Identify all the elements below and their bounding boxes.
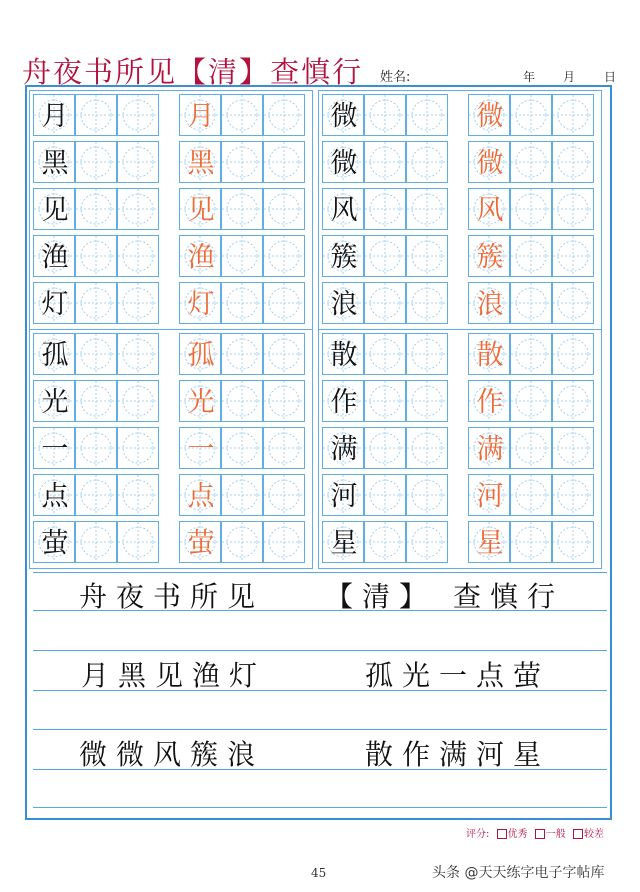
practice-cell[interactable] [179,333,221,375]
practice-cell[interactable] [322,521,364,563]
grid-guide-lines [264,95,304,135]
grid-guide-lines [553,142,593,182]
grid-guide-lines [118,381,158,421]
trace-character: 风 [476,194,504,226]
grid-guide-lines [222,334,262,374]
practice-cell[interactable] [510,474,552,516]
grid-guide-lines [264,522,304,562]
model-character: 渔 [41,241,69,273]
model-character: 浪 [330,288,358,320]
practice-quadrant [322,94,612,327]
grid-guide-lines [264,334,304,374]
grid-guide-lines [118,475,158,515]
practice-cell[interactable] [117,188,159,230]
grid-guide-lines [264,428,304,468]
practice-cell[interactable] [364,94,406,136]
header [0,0,640,92]
grid-guide-lines [407,428,447,468]
grid-guide-lines [76,522,116,562]
grid-guide-lines [365,428,405,468]
practice-cell[interactable] [221,94,263,136]
grid-guide-lines [553,381,593,421]
practice-cell[interactable] [364,188,406,230]
title-poem-name: 舟夜书所见 [22,55,178,89]
practice-cell[interactable] [322,188,364,230]
trace-character: 萤 [187,527,215,559]
grid-guide-lines [407,475,447,515]
grid-guide-lines [222,142,262,182]
practice-cell[interactable] [179,474,221,516]
poem-copy-area [33,572,607,808]
practice-cell[interactable] [221,427,263,469]
practice-cell[interactable] [468,333,510,375]
practice-cell[interactable] [263,380,305,422]
practice-cell[interactable] [263,282,305,324]
grid-guide-lines [553,283,593,323]
grid-guide-lines [222,381,262,421]
grid-guide-lines [365,189,405,229]
practice-cell[interactable] [322,427,364,469]
practice-cell[interactable] [117,380,159,422]
model-character: 河 [330,480,358,512]
practice-cell[interactable] [364,235,406,277]
practice-cell[interactable] [75,521,117,563]
grid-guide-lines [553,428,593,468]
practice-quadrant [33,94,323,327]
checkbox-average[interactable] [535,829,545,839]
grid-guide-lines [76,95,116,135]
poem-line-4: 散作满河星 [365,738,551,771]
practice-cell[interactable] [552,380,594,422]
practice-cell[interactable] [221,282,263,324]
practice-cell[interactable] [75,141,117,183]
practice-cell[interactable] [75,235,117,277]
grid-guide-lines [511,475,551,515]
grid-guide-lines [76,283,116,323]
model-character: 风 [330,194,358,226]
practice-cell[interactable] [179,141,221,183]
practice-cell[interactable] [322,380,364,422]
model-character: 簇 [330,241,358,273]
trace-character: 满 [476,433,504,465]
trace-character: 浪 [476,288,504,320]
page-number: 45 [311,866,327,880]
grid-guide-lines [118,334,158,374]
practice-cell[interactable] [75,188,117,230]
practice-cell[interactable] [33,380,75,422]
practice-cell[interactable] [552,521,594,563]
grid-guide-lines [407,142,447,182]
grid-guide-lines [118,428,158,468]
practice-cell[interactable] [179,427,221,469]
title-bracket-close: 】 [239,55,271,89]
trace-character: 黑 [187,147,215,179]
practice-cell[interactable] [221,188,263,230]
practice-cell[interactable] [552,474,594,516]
practice-quadrant [322,333,612,566]
trace-character: 作 [476,386,504,418]
practice-cell[interactable] [221,380,263,422]
grid-guide-lines [511,95,551,135]
year-label: 年 [523,70,536,84]
practice-cell[interactable] [263,235,305,277]
grid-guide-lines [222,428,262,468]
practice-cell[interactable] [510,333,552,375]
score-label: 评分: [466,829,490,840]
trace-character: 散 [476,339,504,371]
practice-cell[interactable] [179,94,221,136]
score-option-excellent: 优秀 [507,829,528,840]
practice-cell[interactable] [117,427,159,469]
practice-cell[interactable] [364,282,406,324]
grid-guide-lines [76,428,116,468]
practice-cell[interactable] [510,380,552,422]
practice-cell[interactable] [117,94,159,136]
practice-cell[interactable] [33,235,75,277]
practice-cell[interactable] [468,521,510,563]
practice-cell[interactable] [510,141,552,183]
model-character: 黑 [41,147,69,179]
model-character: 散 [330,339,358,371]
grid-guide-lines [511,236,551,276]
practice-cell[interactable] [117,333,159,375]
practice-cell[interactable] [364,333,406,375]
practice-cell[interactable] [33,333,75,375]
practice-cell[interactable] [179,380,221,422]
practice-cell[interactable] [75,427,117,469]
practice-cell[interactable] [322,474,364,516]
grid-guide-lines [553,522,593,562]
practice-cell[interactable] [33,427,75,469]
practice-cell[interactable] [221,141,263,183]
grid-guide-lines [511,189,551,229]
grid-guide-lines [365,142,405,182]
grid-guide-lines [264,189,304,229]
grid-guide-lines [407,334,447,374]
grid-guide-lines [511,334,551,374]
grid-guide-lines [511,522,551,562]
practice-cell[interactable] [263,188,305,230]
practice-cell[interactable] [117,141,159,183]
grid-guide-lines [264,142,304,182]
practice-cell[interactable] [179,521,221,563]
model-character: 微 [330,100,358,132]
model-character: 一 [41,433,69,465]
model-character: 月 [41,100,69,132]
trace-character: 星 [476,527,504,559]
practice-cell[interactable] [406,380,448,422]
practice-cell[interactable] [552,333,594,375]
practice-cell[interactable] [75,282,117,324]
grid-guide-lines [118,95,158,135]
grid-guide-lines [553,475,593,515]
practice-cell[interactable] [468,427,510,469]
practice-cell[interactable] [263,333,305,375]
grid-guide-lines [407,189,447,229]
practice-cell[interactable] [322,141,364,183]
poem-line-1: 月黑见渔灯 [81,659,267,692]
grid-guide-lines [76,475,116,515]
practice-cell[interactable] [364,521,406,563]
grid-guide-lines [264,475,304,515]
practice-cell[interactable] [552,282,594,324]
trace-character: 点 [187,480,215,512]
grid-guide-lines [511,283,551,323]
practice-cell[interactable] [263,474,305,516]
grid-guide-lines [222,475,262,515]
grid-guide-lines [407,381,447,421]
practice-cell[interactable] [468,94,510,136]
practice-cell[interactable] [406,333,448,375]
practice-cell[interactable] [33,141,75,183]
practice-cell[interactable] [468,474,510,516]
practice-cell[interactable] [510,427,552,469]
trace-character: 见 [187,194,215,226]
model-character: 作 [330,386,358,418]
practice-quadrant [33,333,323,566]
grid-guide-lines [365,334,405,374]
grid-guide-lines [365,95,405,135]
checkbox-poor[interactable] [573,829,583,839]
grid-guide-lines [553,189,593,229]
practice-cell[interactable] [364,427,406,469]
practice-cell[interactable] [33,282,75,324]
model-character: 萤 [41,527,69,559]
trace-character: 微 [476,147,504,179]
practice-cell[interactable] [406,188,448,230]
practice-cell[interactable] [322,94,364,136]
poem-dynasty-text: 【清】 [325,580,437,613]
model-character: 见 [41,194,69,226]
checkbox-excellent[interactable] [497,829,507,839]
practice-cell[interactable] [406,235,448,277]
score-section [466,825,604,840]
poem-title-text: 舟夜书所见 [79,580,265,613]
grid-guide-lines [407,95,447,135]
grid-guide-lines [118,283,158,323]
practice-cell[interactable] [510,282,552,324]
practice-cell[interactable] [75,474,117,516]
grid-guide-lines [407,236,447,276]
grid-guide-lines [76,381,116,421]
trace-character: 灯 [187,288,215,320]
name-field-label: 姓名: [380,70,411,85]
trace-character: 光 [187,386,215,418]
practice-cell[interactable] [406,282,448,324]
practice-cell[interactable] [552,94,594,136]
grid-guide-lines [553,334,593,374]
practice-cell[interactable] [221,235,263,277]
practice-cell[interactable] [468,188,510,230]
trace-character: 渔 [187,241,215,273]
practice-cell[interactable] [552,188,594,230]
watermark: 头条 @天天练字电子字帖库 [432,865,605,881]
practice-cell[interactable] [179,188,221,230]
practice-cell[interactable] [75,333,117,375]
grid-guide-lines [264,283,304,323]
practice-cell[interactable] [179,282,221,324]
model-character: 星 [330,527,358,559]
practice-cell[interactable] [117,282,159,324]
grid-guide-lines [511,428,551,468]
grid-guide-lines [264,236,304,276]
model-character: 微 [330,147,358,179]
title-dynasty: 清 [208,55,240,89]
trace-character: 河 [476,480,504,512]
practice-cell[interactable] [322,333,364,375]
grid-guide-lines [511,381,551,421]
model-character: 孤 [41,339,69,371]
poem-author-text: 查慎行 [453,580,565,613]
month-label: 月 [563,70,576,84]
grid-guide-lines [365,236,405,276]
practice-cell[interactable] [406,474,448,516]
practice-cell[interactable] [221,521,263,563]
grid-guide-lines [553,236,593,276]
model-character: 光 [41,386,69,418]
grid-guide-lines [222,236,262,276]
grid-guide-lines [76,142,116,182]
practice-cell[interactable] [406,94,448,136]
model-character: 灯 [41,288,69,320]
grid-guide-lines [222,189,262,229]
practice-cell[interactable] [179,235,221,277]
grid-guide-lines [365,522,405,562]
practice-cell[interactable] [468,380,510,422]
practice-cell[interactable] [364,380,406,422]
grid-guide-lines [264,381,304,421]
practice-cell[interactable] [221,333,263,375]
practice-cell[interactable] [406,141,448,183]
practice-cell[interactable] [117,521,159,563]
practice-cell[interactable] [468,235,510,277]
title-author: 查慎行 [270,55,364,89]
grid-guide-lines [76,236,116,276]
grid-guide-lines [365,381,405,421]
practice-cell[interactable] [263,94,305,136]
grid-guide-lines [76,334,116,374]
practice-cell[interactable] [33,521,75,563]
practice-cell[interactable] [364,141,406,183]
grid-guide-lines [553,95,593,135]
practice-cell[interactable] [510,235,552,277]
poem-line-3: 微微风簇浪 [79,738,265,771]
practice-cell[interactable] [510,94,552,136]
trace-character: 孤 [187,339,215,371]
practice-cell[interactable] [406,427,448,469]
grid-guide-lines [511,142,551,182]
trace-character: 月 [187,100,215,132]
practice-cell[interactable] [552,235,594,277]
title-bracket-open: 【 [177,55,209,89]
grid-guide-lines [118,189,158,229]
grid-guide-lines [407,522,447,562]
grid-guide-lines [365,283,405,323]
practice-cell[interactable] [510,521,552,563]
practice-cell[interactable] [263,521,305,563]
grid-guide-lines [118,142,158,182]
practice-cell[interactable] [364,474,406,516]
practice-cell[interactable] [75,380,117,422]
poem-line-2: 孤光一点萤 [365,659,551,692]
practice-cell[interactable] [263,141,305,183]
practice-cell[interactable] [221,474,263,516]
model-character: 点 [41,480,69,512]
practice-cell[interactable] [33,188,75,230]
grid-guide-lines [76,189,116,229]
practice-cell[interactable] [322,282,364,324]
grid-guide-lines [222,95,262,135]
practice-cell[interactable] [552,141,594,183]
practice-cell[interactable] [75,94,117,136]
practice-cell[interactable] [33,474,75,516]
grid-guide-lines [118,236,158,276]
trace-character: 微 [476,100,504,132]
model-character: 满 [330,433,358,465]
grid-guide-lines [222,283,262,323]
practice-cell[interactable] [263,427,305,469]
grid-guide-lines [365,475,405,515]
score-option-poor: 较差 [583,829,604,840]
practice-cell[interactable] [33,94,75,136]
practice-cell[interactable] [552,427,594,469]
trace-character: 簇 [476,241,504,273]
practice-cell[interactable] [406,521,448,563]
practice-cell[interactable] [468,282,510,324]
grid-guide-lines [118,522,158,562]
day-label: 日 [604,70,617,84]
practice-cell[interactable] [468,141,510,183]
practice-cell[interactable] [510,188,552,230]
practice-cell[interactable] [322,235,364,277]
grid-guide-lines [407,283,447,323]
practice-cell[interactable] [117,235,159,277]
practice-cell[interactable] [117,474,159,516]
grid-guide-lines [222,522,262,562]
trace-character: 一 [187,433,215,465]
score-option-average: 一般 [545,829,566,840]
